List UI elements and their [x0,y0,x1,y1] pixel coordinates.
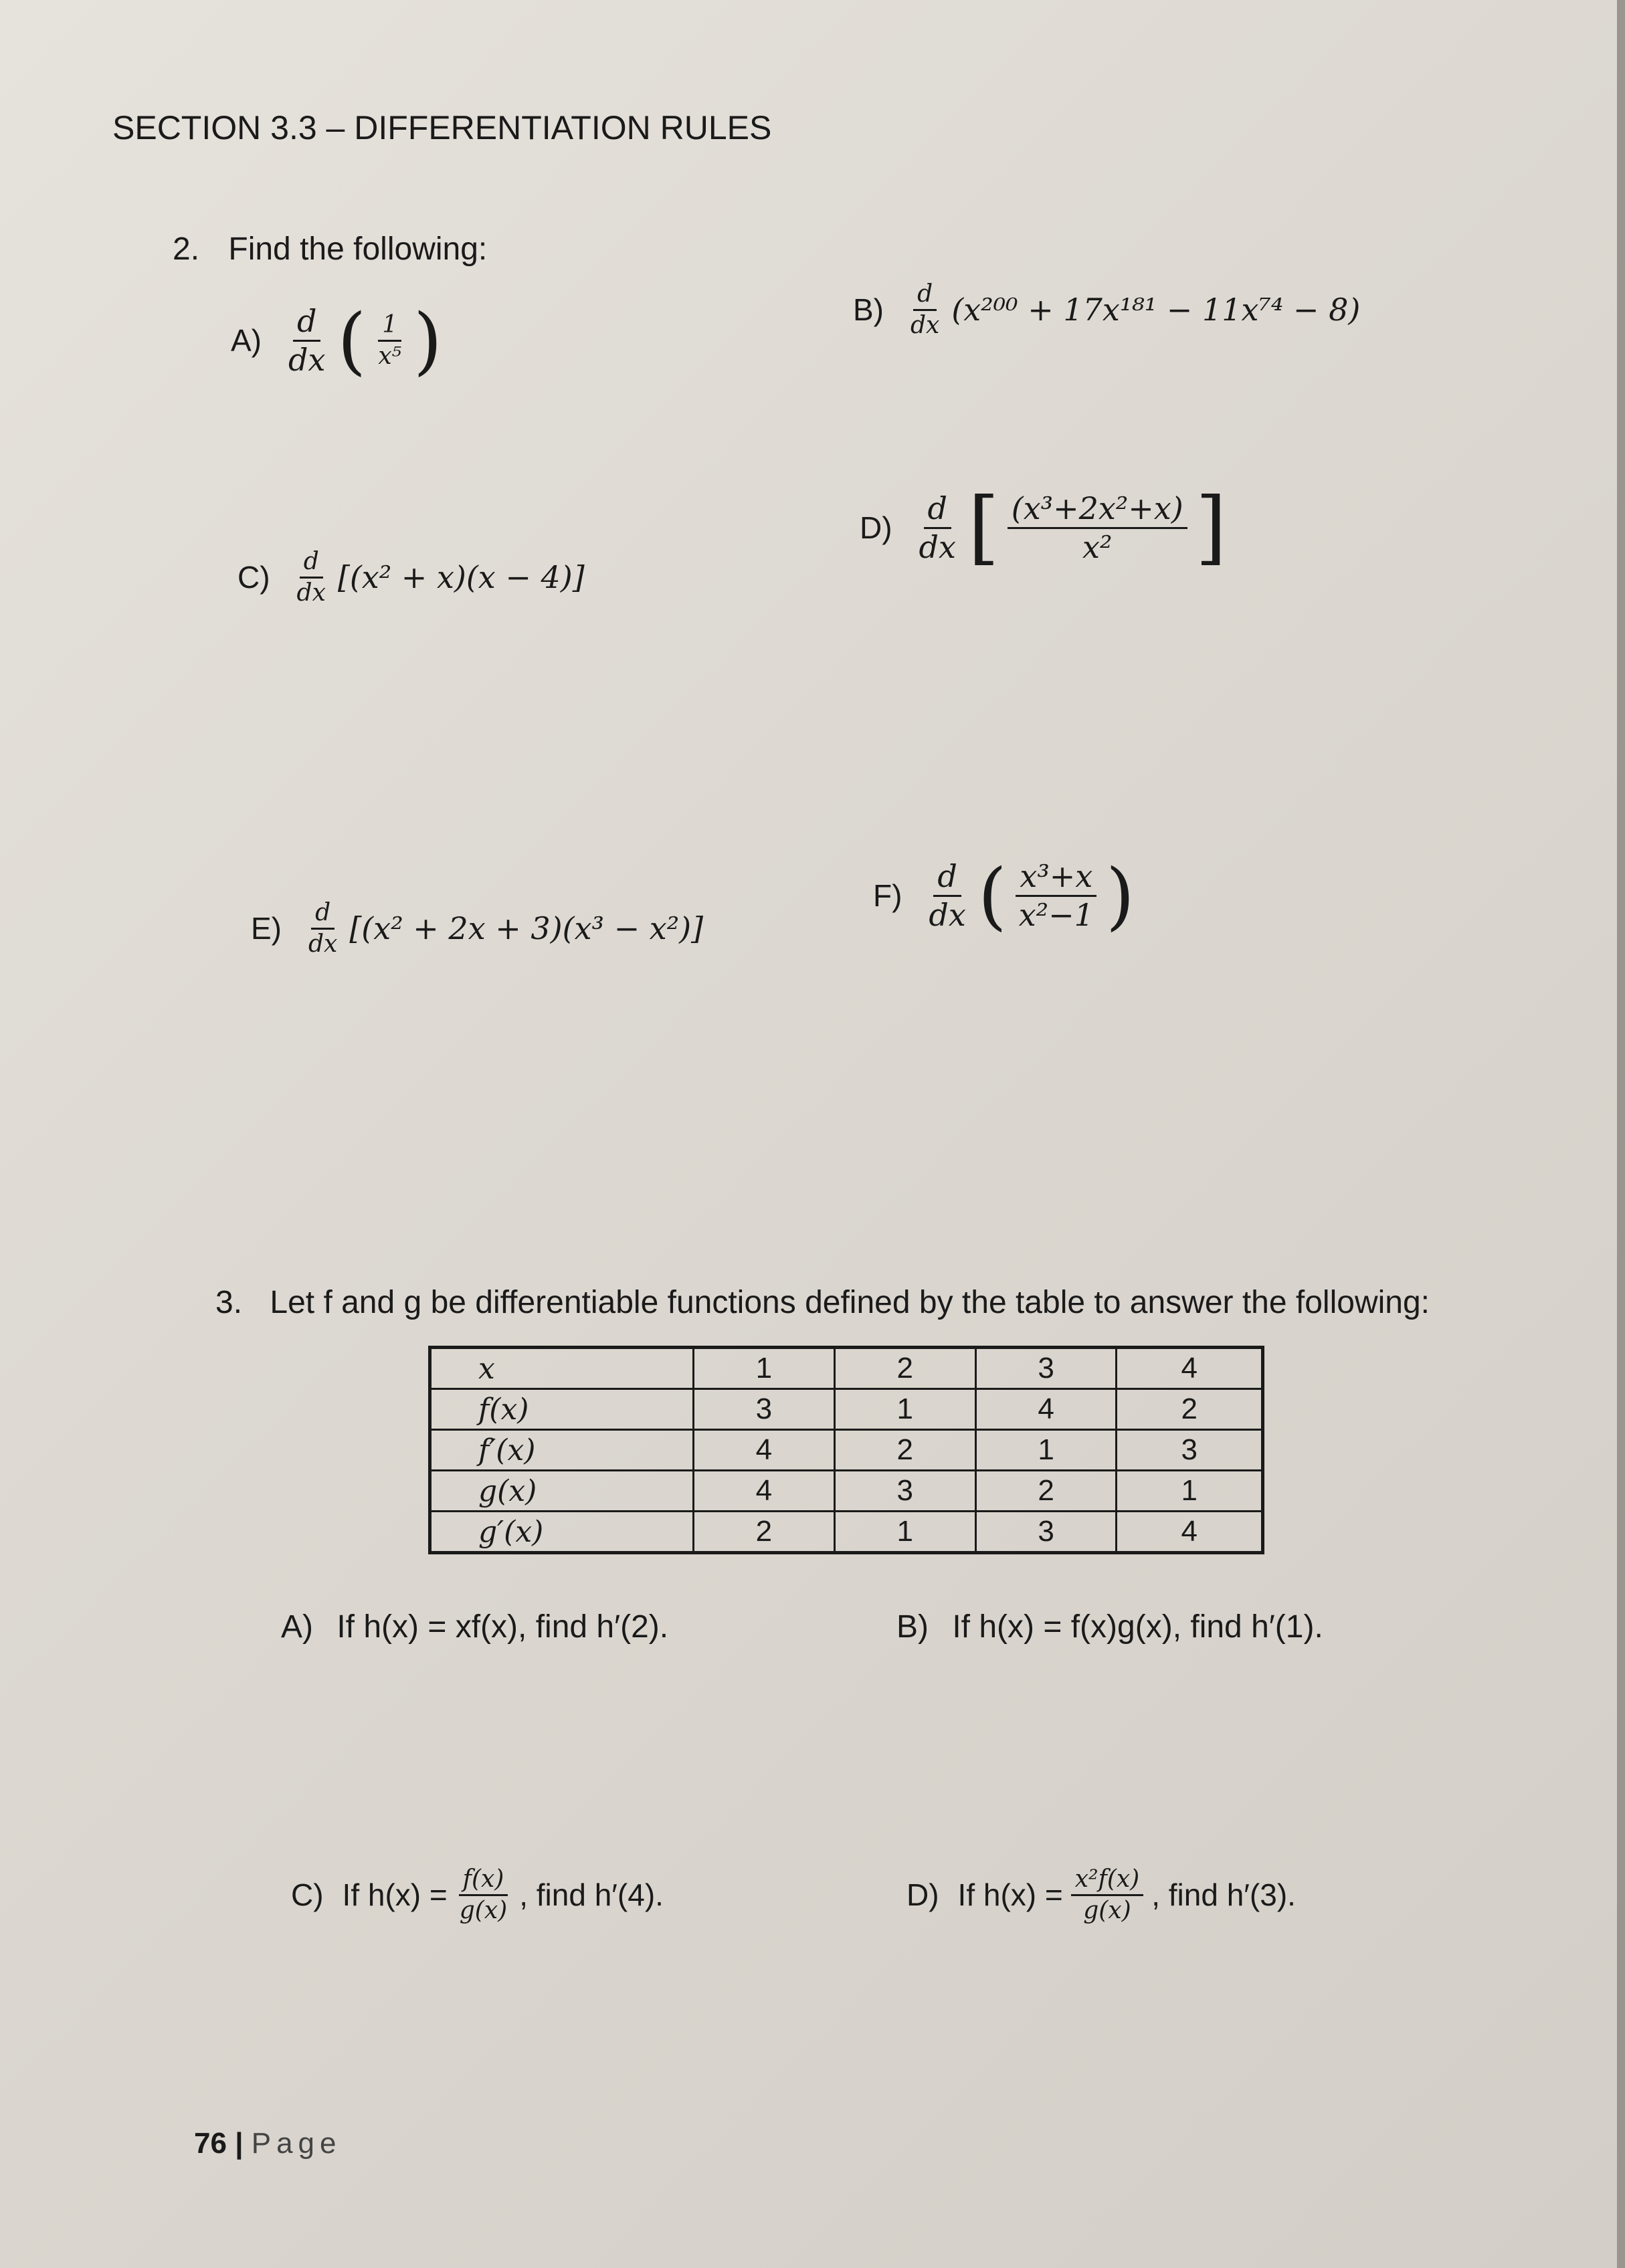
q3-label-b: B) [896,1609,929,1645]
q2-part-f: F) $\frac{d}{dx}$ ( $\frac{\text{x³+x}}{\text{x²−1}}$ ) [873,852,1135,938]
q3-prompt [215,1284,1430,1321]
table-cell: 2 [694,1512,835,1553]
table-cell: 3 [975,1512,1117,1553]
table-cell: 1 [834,1389,975,1430]
derivative-operator: $\frac{d}{dx}$ [296,548,326,607]
q2-part-e [251,900,703,957]
q3c-fraction: $\frac{f(x)}{g(x)}$ [459,1865,508,1924]
table-row [430,1430,1263,1471]
q3-part-a [281,1609,668,1645]
table-cell: 2 [1117,1389,1263,1430]
table-cell: 4 [694,1430,835,1471]
q2-part-a: A) $\frac{d}{dx}$ ( $\frac{1}{\text{x⁵}}$ ) [231,297,442,383]
page-separator: | [235,2127,244,2160]
q2f-fraction: $\frac{\text{x³+x}}{\text{x²−1}}$ [1015,859,1098,932]
q3-part-d [906,1866,1296,1924]
q3-label-d: D) [906,1877,939,1913]
q2-prompt [173,231,487,268]
q2d-fraction: $\frac{\text{(x³+2x²+x)}}{\text{x²}}$ [1008,492,1187,564]
q2a-fraction: $\frac{1}{\text{x⁵}}$ [378,311,402,370]
q2c-expression: [(x² + x)(x − 4)] [337,559,585,596]
q2e-expression: [(x² + 2x + 3)(x³ − x²)] [349,910,704,947]
q2-label-e: E) [251,911,282,946]
table-cell: 2 [834,1430,975,1471]
table-cell: 3 [834,1471,975,1512]
q3-part-b [896,1609,1323,1645]
table-cell: 1 [1117,1471,1263,1512]
q3-number: 3. [215,1285,243,1320]
table-cell: 2 [975,1471,1117,1512]
table-row-label: g′(x) [430,1512,694,1553]
q2-part-d: D) $\frac{d}{dx}$ [ $\frac{\text{(x³+2x²+x)}}{\text{x²}}$ ] [860,481,1227,575]
table-row [430,1389,1263,1430]
table-row [430,1512,1263,1553]
table-cell: 3 [694,1389,835,1430]
table-row-label: f(x) [430,1389,694,1430]
table-row-label: x [430,1348,694,1389]
function-value-table [428,1346,1264,1554]
q2-label-a: A) [231,323,262,358]
page-number: 76 [194,2127,227,2160]
q2-prompt-text: Find the following: [228,231,488,267]
table-cell: 4 [1117,1512,1263,1553]
derivative-operator: $\frac{d}{dx}$ [929,858,966,933]
q3b-text: If h(x) = f(x)g(x), find h′(1). [952,1609,1323,1645]
derivative-operator: $\frac{d}{dx}$ [288,303,326,378]
table-row [430,1348,1263,1389]
page-word: Page [251,2127,342,2160]
section-title: SECTION 3.3 – DIFFERENTIATION RULES [112,109,772,146]
q3-prompt-text: Let f and g be differentiable functions defined by the table to answer the following: [270,1285,1430,1320]
derivative-operator: $\frac{d}{dx}$ [919,490,956,565]
table-cell: 4 [694,1471,835,1512]
q2-label-b: B) [853,292,884,328]
q2-label-d: D) [860,510,892,546]
q2-part-b [853,281,1360,338]
q2b-expression: (x²⁰⁰ + 17x¹⁸¹ − 11x⁷⁴ − 8) [951,292,1361,328]
q3c-post: , find h′(4). [519,1877,664,1913]
q3a-text: If h(x) = xf(x), find h′(2). [337,1609,669,1645]
derivative-operator: $\frac{d}{dx}$ [911,280,940,339]
table-cell: 1 [975,1430,1117,1471]
q3d-post: , find h′(3). [1151,1877,1296,1913]
q3d-pre: If h(x) = [957,1877,1063,1913]
table-row-label: g(x) [430,1471,694,1512]
q2-number: 2. [173,231,200,267]
table-cell: 1 [834,1512,975,1553]
table-cell: 4 [1117,1348,1263,1389]
q3d-fraction: $\frac{\text{x²f(x)}}{g(x)}$ [1071,1866,1143,1924]
paper-edge [1617,0,1625,2268]
table-cell: 1 [694,1348,835,1389]
q2-part-c [237,548,585,606]
q3-label-a: A) [281,1609,313,1645]
q3-part-c [291,1866,664,1924]
q2-label-f: F) [873,878,902,914]
table-cell: 2 [834,1348,975,1389]
derivative-operator: $\frac{d}{dx}$ [308,899,338,958]
q3-label-c: C) [291,1877,324,1913]
q2-label-c: C) [237,560,270,595]
table-cell: 4 [975,1389,1117,1430]
table-cell: 3 [975,1348,1117,1389]
q3c-pre: If h(x) = [342,1877,448,1913]
table-row-label: f′(x) [430,1430,694,1471]
table-cell: 3 [1117,1430,1263,1471]
table-row [430,1471,1263,1512]
page-footer [194,2127,342,2160]
